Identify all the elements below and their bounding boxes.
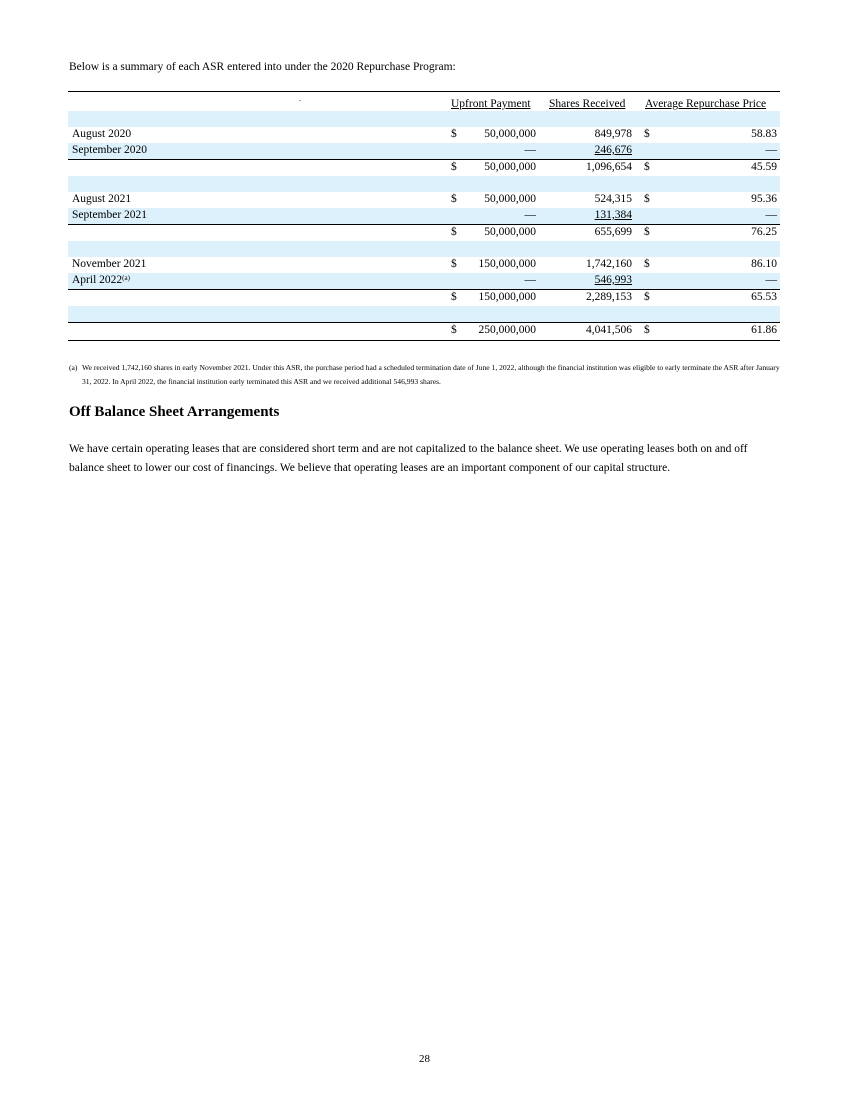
shares-value: 131,384 bbox=[594, 209, 632, 221]
shares-value: 849,978 bbox=[594, 128, 632, 140]
currency-sign: $ bbox=[644, 193, 650, 205]
upfront-value: 50,000,000 bbox=[484, 226, 536, 238]
price-value: — bbox=[765, 274, 777, 286]
upfront-value: — bbox=[524, 144, 536, 156]
table-row bbox=[68, 192, 780, 208]
price-value: — bbox=[765, 144, 777, 156]
price-value: 65.53 bbox=[751, 291, 777, 303]
price-value: — bbox=[765, 209, 777, 221]
price-value: 76.25 bbox=[751, 226, 777, 238]
footnote-ref: (a) bbox=[122, 274, 130, 282]
row-label: August 2020 bbox=[72, 128, 132, 140]
body-paragraph: We have certain operating leases that are considered short term and are not capitalized to the balance sheet. We use operating leases both on and off balance sheet to lower our cost of financings. We believe that operating leases are an important component of our capital structure. bbox=[69, 443, 748, 474]
table-row bbox=[68, 127, 780, 143]
header-upfront-payment: Upfront Payment bbox=[451, 98, 531, 110]
shares-value: 246,676 bbox=[594, 144, 632, 156]
header-average-price: Average Repurchase Price bbox=[645, 98, 767, 110]
currency-sign: $ bbox=[451, 258, 457, 270]
footnote-marker: (a) bbox=[69, 363, 78, 372]
currency-sign: $ bbox=[644, 258, 650, 270]
table-row-subtotal bbox=[68, 160, 780, 176]
row-label: September 2021 bbox=[72, 209, 148, 221]
currency-sign: $ bbox=[451, 324, 457, 336]
page-number: 28 bbox=[419, 1053, 430, 1065]
shares-value: 4,041,506 bbox=[586, 324, 632, 336]
row-label: August 2021 bbox=[72, 193, 132, 205]
currency-sign: $ bbox=[451, 291, 457, 303]
row-label bbox=[72, 274, 130, 286]
shares-value: 524,315 bbox=[594, 193, 632, 205]
shares-value: 2,289,153 bbox=[586, 291, 632, 303]
table-row-total bbox=[68, 322, 780, 341]
table-row bbox=[68, 273, 780, 290]
price-value: 61.86 bbox=[751, 324, 777, 336]
price-value: 45.59 bbox=[751, 161, 777, 173]
price-value: 58.83 bbox=[751, 128, 777, 140]
currency-sign: $ bbox=[644, 226, 650, 238]
section-title: Off Balance Sheet Arrangements bbox=[69, 404, 280, 420]
currency-sign: $ bbox=[644, 324, 650, 336]
upfront-value: 150,000,000 bbox=[478, 291, 536, 303]
upfront-value: 150,000,000 bbox=[478, 258, 536, 270]
currency-sign: $ bbox=[644, 128, 650, 140]
table-row-subtotal bbox=[68, 290, 780, 306]
shares-value: 1,742,160 bbox=[586, 258, 632, 270]
table-row bbox=[68, 208, 780, 225]
spacer-row bbox=[68, 111, 780, 127]
header-shares-received: Shares Received bbox=[549, 98, 626, 110]
spacer-row bbox=[68, 241, 780, 257]
shares-value: 1,096,654 bbox=[586, 161, 632, 173]
upfront-value: — bbox=[524, 209, 536, 221]
upfront-value: 50,000,000 bbox=[484, 193, 536, 205]
spacer-row bbox=[68, 176, 780, 192]
table-row bbox=[68, 257, 780, 273]
header-dot: . bbox=[299, 94, 301, 103]
upfront-value: 50,000,000 bbox=[484, 128, 536, 140]
row-label: November 2021 bbox=[72, 258, 147, 270]
currency-sign: $ bbox=[451, 226, 457, 238]
asr-summary-table bbox=[68, 91, 780, 341]
shares-value: 655,699 bbox=[594, 226, 632, 238]
spacer-row bbox=[68, 306, 780, 322]
table-row-subtotal bbox=[68, 225, 780, 241]
table-header bbox=[68, 91, 780, 111]
currency-sign: $ bbox=[451, 161, 457, 173]
currency-sign: $ bbox=[451, 193, 457, 205]
shares-value: 546,993 bbox=[594, 274, 632, 286]
intro-text: Below is a summary of each ASR entered into under the 2020 Repurchase Program: bbox=[69, 61, 456, 73]
table-row bbox=[68, 143, 780, 160]
row-label: September 2020 bbox=[72, 144, 148, 156]
currency-sign: $ bbox=[644, 291, 650, 303]
footnote bbox=[69, 361, 781, 389]
price-value: 86.10 bbox=[751, 258, 777, 270]
footnote-text: We received 1,742,160 shares in early November 2021. Under this ASR, the purchase period had a scheduled termination date of June 1, 2022, although the financial institution was eligible to early terminate the ASR after January 31, 2022. In April 2022, the financial institution early terminated this ASR and we received additional 546,993 shares. bbox=[82, 363, 780, 386]
currency-sign: $ bbox=[644, 161, 650, 173]
upfront-value: 50,000,000 bbox=[484, 161, 536, 173]
upfront-value: 250,000,000 bbox=[478, 324, 536, 336]
currency-sign: $ bbox=[451, 128, 457, 140]
row-label-text: April 2022 bbox=[72, 274, 123, 286]
upfront-value: — bbox=[524, 274, 536, 286]
price-value: 95.36 bbox=[751, 193, 777, 205]
